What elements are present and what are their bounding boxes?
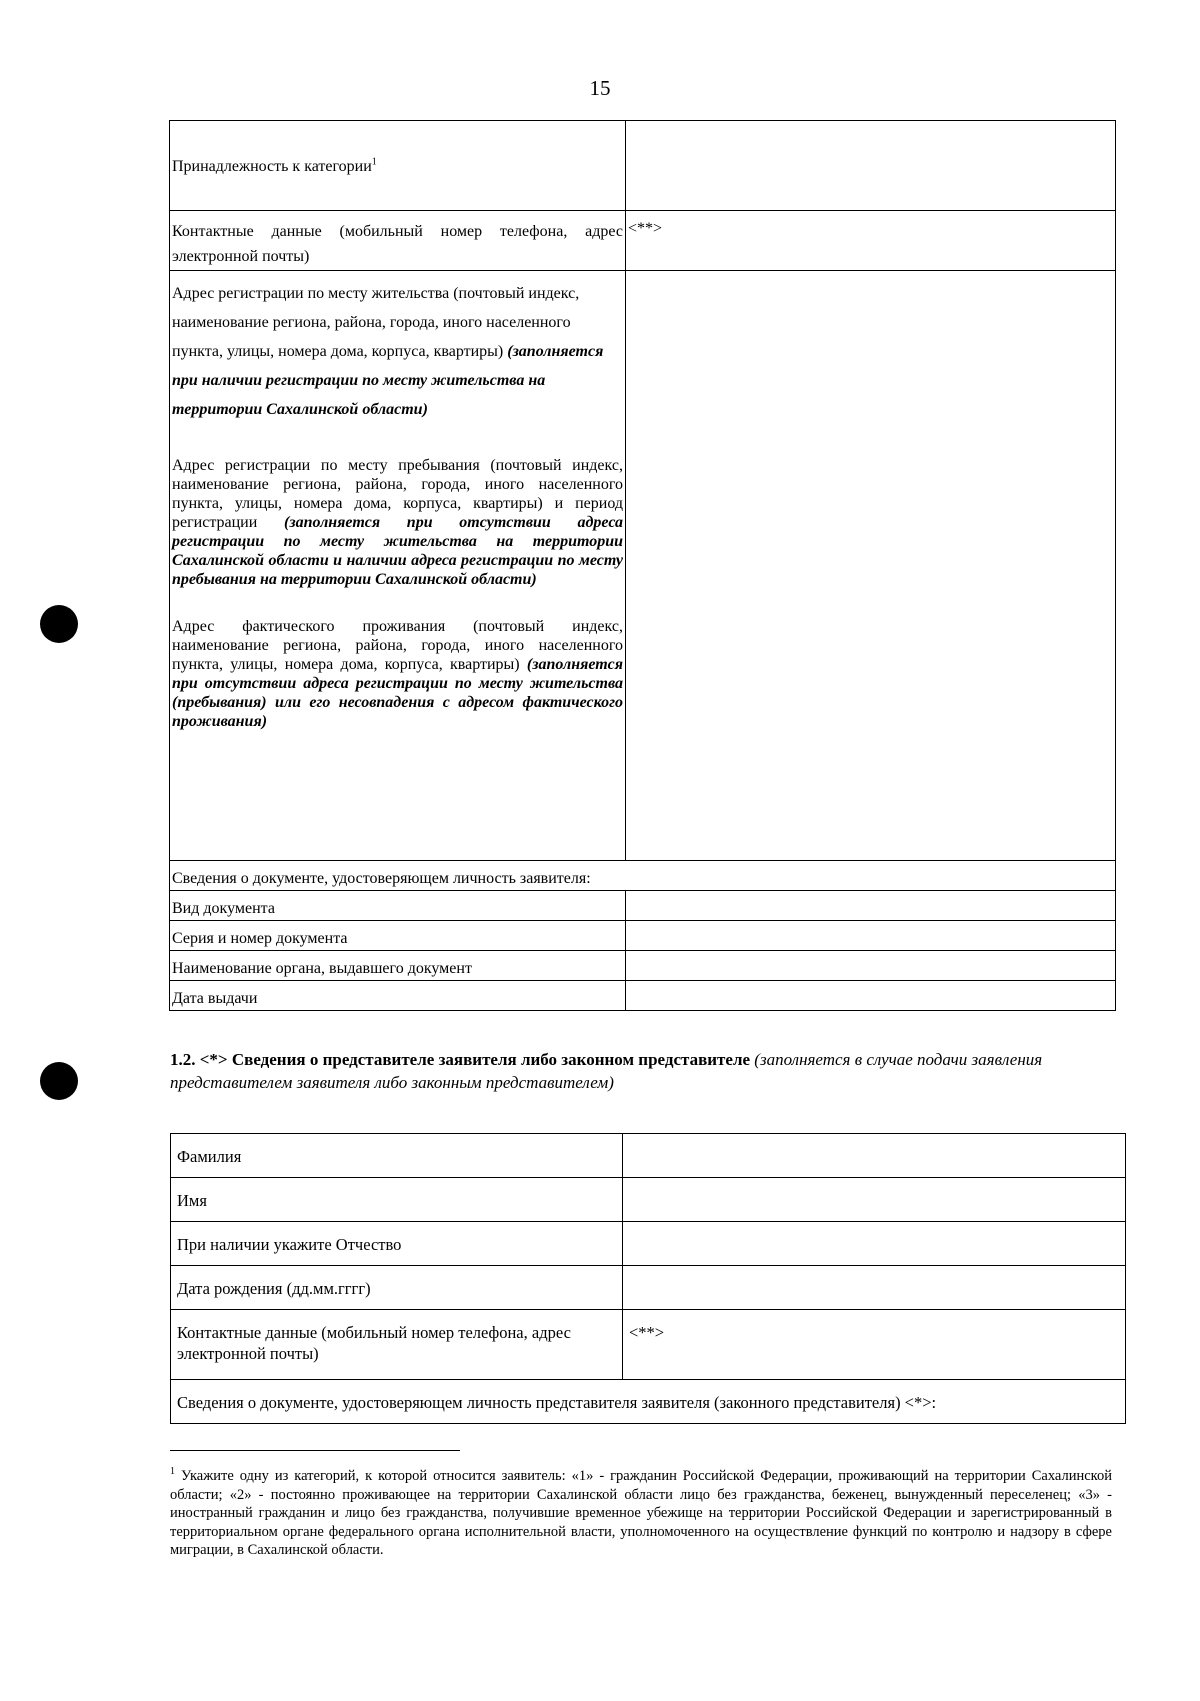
section-1-2-heading [170,1048,1090,1094]
section-number: 1.2. [170,1050,196,1069]
reg-residence-note: (заполняется при наличии регистрации по месту жительства на территории Сахалинской области) [172,343,604,418]
rep-id-doc-header: Сведения о документе, удостоверяющем личность представителя заявителя (законного представителя) <*>: [177,1393,937,1412]
actual-address-paragraph [172,617,623,731]
footnote-mark: 1 [170,1466,175,1478]
contacts-value: <**> [628,220,663,237]
reg-residence-text: Адрес регистрации по месту жительства (почтовый индекс, наименование региона, района, города, иного населенного пункта, улицы, номера дома, корпуса, квартиры) [172,285,580,360]
surname-value-cell[interactable] [623,1134,1126,1178]
category-label: Принадлежность к категории [172,158,372,175]
surname-label-cell [171,1134,623,1178]
footnote-reference: 1 [371,156,377,168]
birth-date-value-cell[interactable] [623,1266,1126,1310]
birth-date-label-cell [171,1266,623,1310]
doc-type-label-cell [170,891,626,921]
section-note: (заполняется в случае подачи заявления представителем заявителя либо законным представителем) [170,1050,1043,1092]
doc-series-label: Серия и номер документа [172,930,348,947]
name-label-cell [171,1178,623,1222]
doc-date-value-cell[interactable] [626,981,1116,1011]
footnote [170,1467,1112,1560]
name-label: Имя [177,1191,207,1210]
representative-table [170,1133,1126,1424]
actual-address-text: Адрес фактического проживания (почтовый индекс, наименование региона, района, города, иного населенного пункта, улицы, номера дома, корпуса, квартиры) [172,618,623,673]
footnote-separator [170,1450,460,1451]
reg-stay-paragraph [172,456,623,589]
id-doc-header-cell [170,861,1116,891]
doc-series-value-cell[interactable] [626,921,1116,951]
actual-address-note: (заполняется при отсутствии адреса регистрации по месту жительства (пребывания) или его несовпадения с адресом фактического проживания) [172,656,624,730]
name-value-cell[interactable] [623,1178,1126,1222]
reg-stay-text: Адрес регистрации по месту пребывания (почтовый индекс, наименование региона, района, города, иного населенного пункта, улицы, номера дома, корпуса, квартиры) и период регистрации [172,457,623,531]
rep-contacts-value-cell[interactable] [623,1310,1126,1380]
surname-label: Фамилия [177,1147,242,1166]
doc-issuer-value-cell[interactable] [626,951,1116,981]
patronymic-label: При наличии укажите Отчество [177,1235,402,1254]
birth-date-label: Дата рождения (дд.мм.гггг) [177,1279,371,1298]
reg-stay-note: (заполняется при отсутствии адреса регистрации по месту жительства на территории Сахалинской области и наличии адреса регистрации по месту пребывания на территории Сахалинской области) [172,514,623,588]
contacts-label-cell [170,211,626,271]
contacts-label: Контактные данные (мобильный номер телефона, адрес электронной почты) [172,223,623,265]
section-title: Сведения о представителе заявителя либо законном представителе [231,1050,751,1069]
doc-series-label-cell [170,921,626,951]
id-doc-header: Сведения о документе, удостоверяющем личность заявителя: [172,870,591,887]
section-marker: <*> [199,1050,228,1069]
applicant-details-table [169,120,1116,1011]
punch-hole-mark [40,605,78,643]
doc-issuer-label: Наименование органа, выдавшего документ [172,960,472,977]
punch-hole-mark [40,1062,78,1100]
patronymic-label-cell [171,1222,623,1266]
category-label-cell [170,121,626,211]
reg-residence-paragraph [172,279,623,424]
doc-type-value-cell[interactable] [626,891,1116,921]
contacts-value-cell[interactable] [626,211,1116,271]
doc-date-label: Дата выдачи [172,990,258,1007]
rep-contacts-label-cell [171,1310,623,1380]
page-number: 15 [589,76,611,100]
patronymic-value-cell[interactable] [623,1222,1126,1266]
rep-contacts-label: Контактные данные (мобильный номер телефона, адрес электронной почты) [177,1323,571,1363]
doc-issuer-label-cell [170,951,626,981]
rep-contacts-value: <**> [629,1323,665,1342]
doc-date-label-cell [170,981,626,1011]
address-label-cell [170,271,626,861]
rep-id-doc-header-cell [171,1380,1126,1424]
address-value-cell[interactable] [626,271,1116,861]
footnote-text: Укажите одну из категорий, к которой относится заявитель: «1» - гражданин Российской Федерации, проживающий на территории Сахалинской области; «2» - постоянно проживающее на территории Сахалинской области лицо без гражданства, беженец, вынужденный переселенец; «3» - иностранный гражданин и лицо без гражданства, получившие временное убежище на территории Российской Федерации и зарегистрированный в территориальном органе федерального органа исполнительной власти, уполномоченного на осуществление функций по контролю и надзору в сфере миграции, в Сахалинской области. [170,1468,1112,1558]
doc-type-label: Вид документа [172,900,275,917]
category-value-cell[interactable] [626,121,1116,211]
